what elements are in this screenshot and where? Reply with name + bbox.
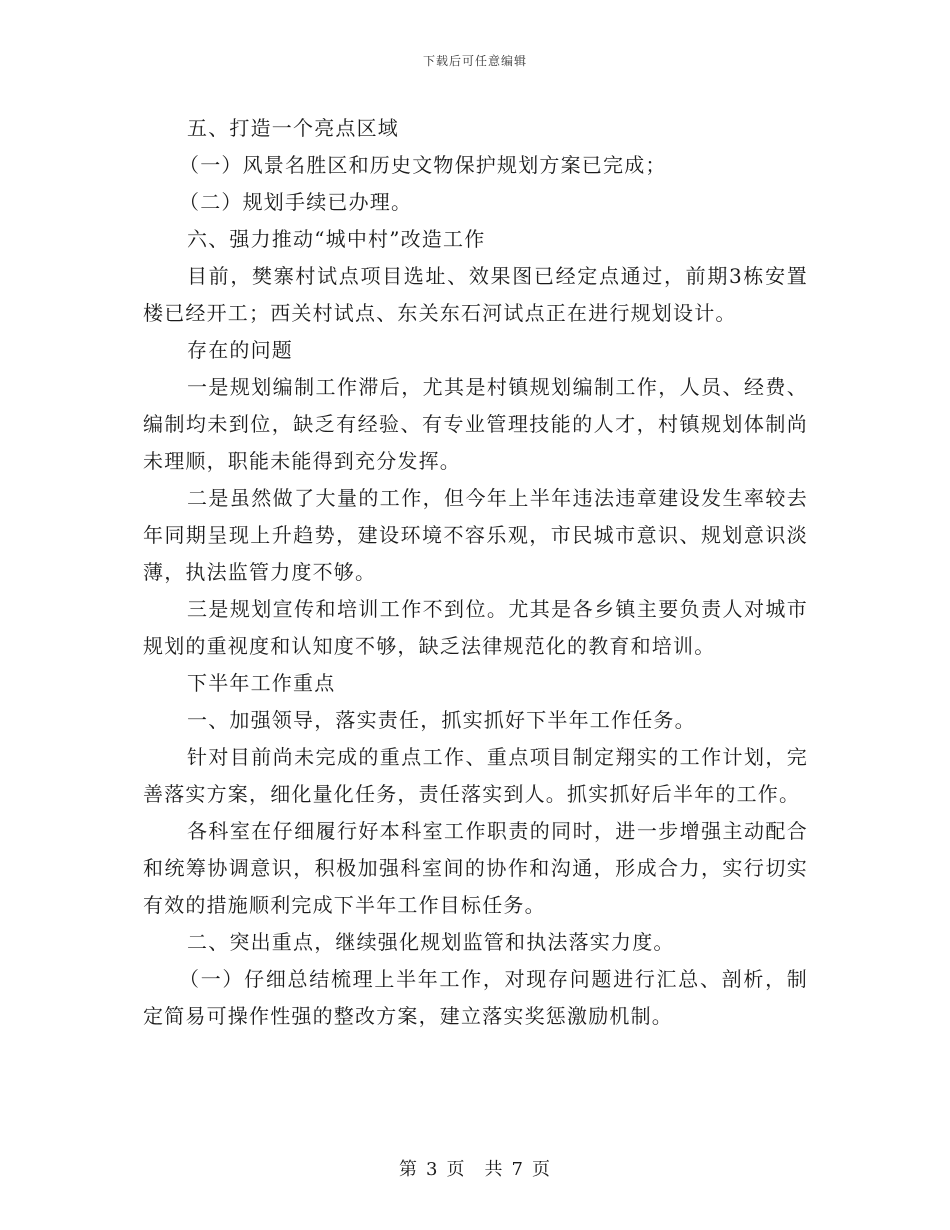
paragraph: （一）风景名胜区和历史文物保护规划方案已完成；: [179, 153, 667, 177]
section-heading: 下半年工作重点: [187, 671, 336, 695]
paragraph: 二、突出重点，继续强化规划监管和执法落实力度。: [187, 930, 675, 954]
paragraph: 六、强力推动“城中村”改造工作: [187, 227, 486, 251]
current-page-number: 3: [426, 1159, 439, 1180]
footer-prefix: 第: [399, 1159, 419, 1180]
paragraph: 一、加强领导，落实责任，抓实抓好下半年工作任务。: [187, 708, 696, 732]
paragraph: （二）规划手续已办理。: [179, 190, 413, 214]
total-pages-number: 7: [511, 1159, 524, 1180]
document-body: [143, 110, 808, 1035]
paragraph: （一）仔细总结梳理上半年工作，对现存问题进行汇总、剖析，制定简易可操作性强的整改方案，建立落实奖惩激励机制。: [143, 967, 808, 1028]
footer-middle: 页 共: [446, 1159, 504, 1180]
paragraph: 三是规划宣传和培训工作不到位。尤其是各乡镇主要负责人对城市规划的重视度和认知度不够，缺乏法律规范化的教育和培训。: [143, 597, 808, 658]
paragraph: 一是规划编制工作滞后，尤其是村镇规划编制工作，人员、经费、编制均未到位，缺乏有经验、有专业管理技能的人才，村镇规划体制尚未理顺，职能未能得到充分发挥。: [143, 375, 808, 473]
paragraph: 目前，樊寨村试点项目选址、效果图已经定点通过，前期3栋安置楼已经开工；西关村试点、东关东石河试点正在进行规划设计。: [143, 264, 808, 325]
section-heading: 存在的问题: [187, 338, 293, 362]
header-note: 下载后可任意编辑: [422, 54, 527, 68]
paragraph: 五、打造一个亮点区域: [187, 116, 399, 140]
paragraph: 二是虽然做了大量的工作，但今年上半年违法违章建设发生率较去年同期呈现上升趋势，建设环境不容乐观，市民城市意识、规划意识淡薄，执法监管力度不够。: [143, 486, 808, 584]
page-footer: [0, 1155, 950, 1181]
footer-suffix: 页: [531, 1159, 551, 1180]
paragraph: 各科室在仔细履行好本科室工作职责的同时，进一步增强主动配合和统筹协调意识，积极加强科室间的协作和沟通，形成合力，实行切实有效的措施顺利完成下半年工作目标任务。: [143, 819, 808, 917]
paragraph: 针对目前尚未完成的重点工作、重点项目制定翔实的工作计划，完善落实方案，细化量化任务，责任落实到人。抓实抓好后半年的工作。: [143, 745, 808, 806]
